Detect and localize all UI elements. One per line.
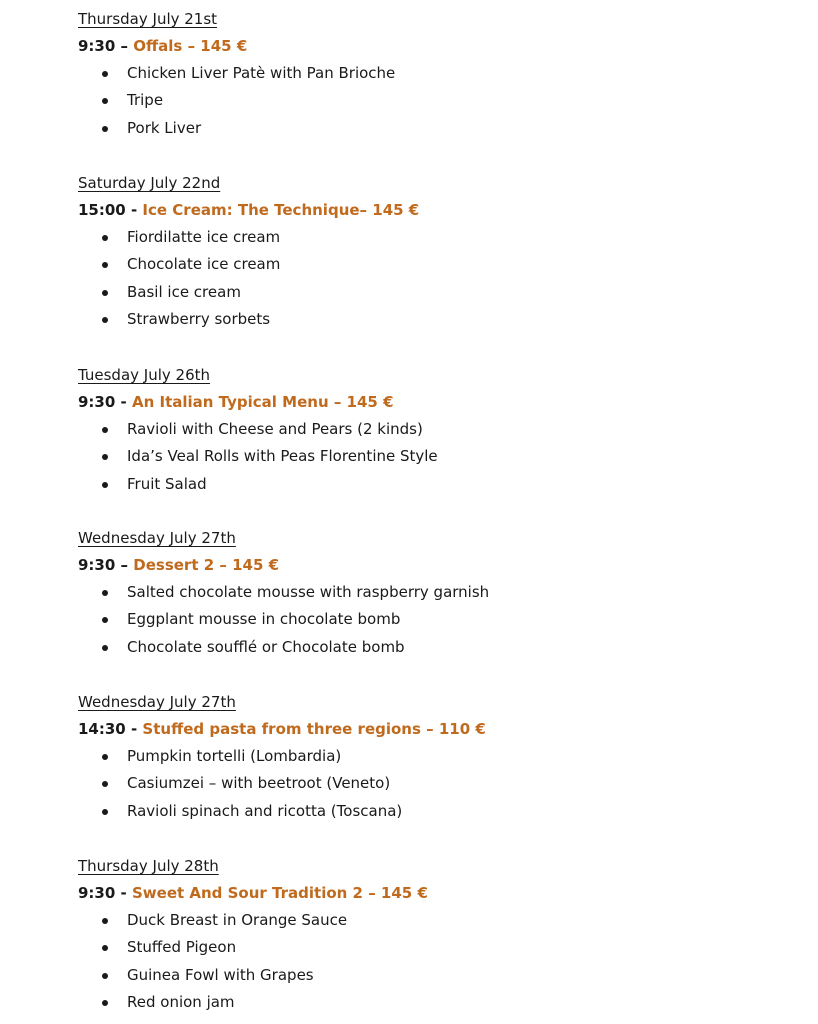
- bullet-icon: [102, 262, 108, 268]
- dish-name: Duck Breast in Orange Sauce: [127, 911, 348, 929]
- dish-name: Chocolate soufflé or Chocolate bomb: [127, 637, 405, 656]
- class-section: [78, 525, 798, 661]
- bullet-icon: [102, 71, 108, 77]
- dish-name: Strawberry sorbets: [127, 309, 271, 328]
- dish-name: Salted chocolate mousse with raspberry garnish: [127, 583, 490, 601]
- bullet-icon: [102, 235, 108, 241]
- dish-list: [78, 416, 798, 498]
- class-section: [78, 689, 798, 825]
- list-item: [78, 743, 798, 770]
- class-title: Ice Cream: The Technique– 145 €: [142, 201, 420, 219]
- list-item: [78, 251, 798, 278]
- list-item: [78, 115, 798, 142]
- bullet-icon: [102, 482, 108, 488]
- list-item: [78, 224, 798, 251]
- list-item: [78, 306, 798, 333]
- dish-name: Red onion jam: [127, 992, 235, 1011]
- class-time: 9:30: [78, 556, 116, 574]
- dish-name: Eggplant mousse in chocolate bomb: [127, 610, 401, 629]
- class-time: 9:30: [78, 884, 116, 902]
- bullet-icon: [102, 427, 108, 433]
- class-date: Thursday July 21st: [78, 10, 218, 28]
- time-separator: -: [125, 201, 143, 219]
- class-title: Offals – 145 €: [133, 37, 248, 55]
- list-item: [78, 989, 798, 1016]
- bullet-icon: [102, 1000, 108, 1006]
- bullet-icon: [102, 617, 108, 623]
- list-item: [78, 279, 798, 306]
- class-title-line: [78, 552, 798, 579]
- class-title: An Italian Typical Menu – 145 €: [131, 393, 394, 411]
- class-time: 9:30: [78, 37, 116, 55]
- time-separator: -: [125, 720, 143, 738]
- dish-name: Pumpkin tortelli (Lombardia): [127, 747, 342, 765]
- dish-name: Ravioli with Cheese and Pears (2 kinds): [127, 420, 423, 438]
- list-item: [78, 579, 798, 606]
- class-title: Sweet And Sour Tradition 2 – 145 €: [131, 884, 428, 902]
- class-date: Tuesday July 26th: [78, 366, 211, 384]
- list-item: [78, 634, 798, 661]
- bullet-icon: [102, 590, 108, 596]
- bullet-icon: [102, 645, 108, 651]
- bullet-icon: [102, 317, 108, 323]
- dish-name: Fiordilatte ice cream: [127, 228, 281, 246]
- list-item: [78, 907, 798, 934]
- list-item: [78, 443, 798, 470]
- class-date: Thursday July 28th: [78, 857, 219, 875]
- list-item: [78, 416, 798, 443]
- bullet-icon: [102, 98, 108, 104]
- class-section: [78, 170, 798, 333]
- dish-list: [78, 907, 798, 1016]
- list-item: [78, 934, 798, 961]
- class-title-line: [78, 716, 798, 743]
- dish-list: [78, 224, 798, 333]
- class-title-line: [78, 197, 798, 224]
- dish-list: [78, 579, 798, 661]
- bullet-icon: [102, 945, 108, 951]
- bullet-icon: [102, 290, 108, 296]
- dish-name: Pork Liver: [127, 118, 202, 137]
- class-time: 9:30: [78, 393, 116, 411]
- class-section: [78, 853, 798, 1016]
- class-date: Wednesday July 27th: [78, 529, 236, 547]
- class-section: [78, 6, 798, 142]
- dish-list: [78, 743, 798, 825]
- bullet-icon: [102, 973, 108, 979]
- class-title-line: [78, 389, 798, 416]
- time-separator: -: [115, 393, 132, 411]
- list-item: [78, 770, 798, 797]
- bullet-icon: [102, 126, 108, 132]
- bullet-icon: [102, 754, 108, 760]
- dish-name: Tripe: [127, 91, 164, 110]
- bullet-icon: [102, 781, 108, 787]
- time-separator: -: [115, 884, 132, 902]
- class-date: Wednesday July 27th: [78, 693, 236, 711]
- dish-name: Guinea Fowl with Grapes: [127, 965, 314, 984]
- dish-name: Chicken Liver Patè with Pan Brioche: [127, 64, 396, 82]
- list-item: [78, 962, 798, 989]
- list-item: [78, 798, 798, 825]
- dish-name: Chocolate ice cream: [127, 255, 281, 274]
- bullet-icon: [102, 918, 108, 924]
- dish-name: Stuffed Pigeon: [127, 938, 237, 957]
- list-item: [78, 471, 798, 498]
- class-time: 14:30: [78, 720, 126, 738]
- dish-list: [78, 60, 798, 142]
- list-item: [78, 87, 798, 114]
- dish-name: Fruit Salad: [127, 474, 207, 493]
- bullet-icon: [102, 454, 108, 460]
- dish-name: Basil ice cream: [127, 282, 241, 301]
- class-time: 15:00: [78, 201, 126, 219]
- list-item: [78, 60, 798, 87]
- dish-name: Ravioli spinach and ricotta (Toscana): [127, 801, 403, 820]
- list-item: [78, 606, 798, 633]
- bullet-icon: [102, 809, 108, 815]
- dish-name: Ida’s Veal Rolls with Peas Florentine Style: [127, 447, 438, 466]
- time-separator: –: [115, 556, 134, 574]
- dish-name: Casiumzei – with beetroot (Veneto): [127, 774, 391, 793]
- class-title-line: [78, 33, 798, 60]
- class-date: Saturday July 22nd: [78, 174, 221, 192]
- class-title: Stuffed pasta from three regions – 110 €: [142, 720, 486, 738]
- class-title-line: [78, 880, 798, 907]
- time-separator: –: [115, 37, 134, 55]
- class-section: [78, 362, 798, 498]
- class-title: Dessert 2 – 145 €: [133, 556, 280, 574]
